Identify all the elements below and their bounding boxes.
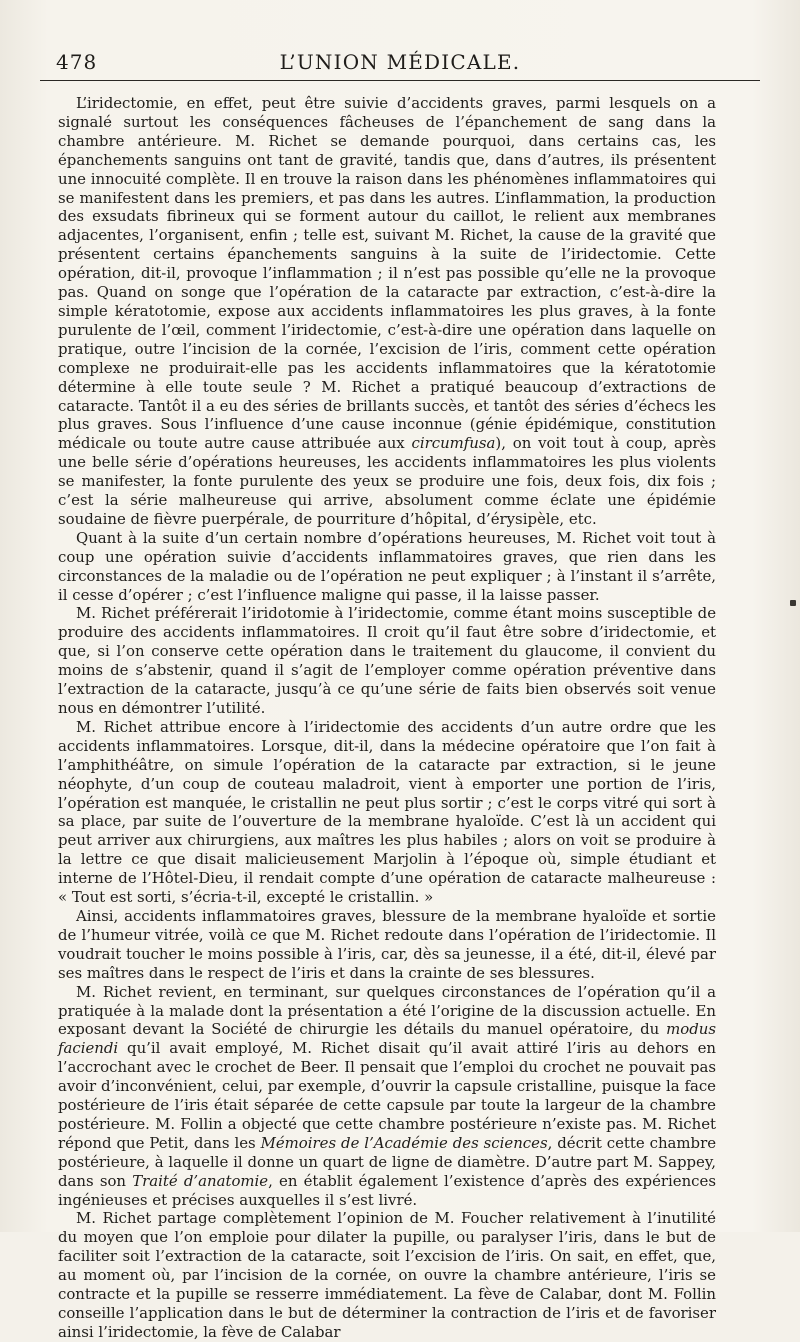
text-run: Ainsi, accidents inflammatoires graves, blessure de la membrane hyaloïde et sortie de l’humeur vitrée, voilà ce que M. Richet redoute dans l’opération de l’iridectomie. Il voudrait toucher le moins possible à l’iris, car, dès sa jeunesse, il a été, dit-il, élevé par ses maîtres dans le respect de l’iris et dans la crainte de ses blessures. [58,906,716,982]
paragraph [58,718,716,907]
paragraph [58,604,716,717]
text-run: ), on voit tout à coup, après une belle série d’opérations heureuses, les accidents inflammatoires les plus violents se manifester, la fonte purulente des yeux se produire une fois, deux fois, dix fois ; c’est la série malheureuse qui arrive, absolument comme éclate une épidémie soudaine de fièvre puerpérale, de pourriture d’hôpital, d’érysipèle, etc. [58,434,716,528]
text-run: , décrit cette chambre postérieure, à laquelle il donne un quart de ligne de diamètre. D’autre part M. Sappey, dans son [58,1133,717,1190]
italic-text: Mémoires de l’Académie des sciences [260,1133,548,1152]
page-number: 478 [56,50,98,74]
running-header [40,40,760,81]
paragraph [58,94,716,529]
text-run: M. Richet partage complètement l’opinion de M. Foucher relativement à l’inutilité du moyen que l’on emploie pour dilater la pupille, ou paralyser l’iris, dans le but de faciliter soit l’extraction de la cataracte, soit l’excision de l’iris. On sait, en effet, que, au moment où, par l’incision de la cornée, on ouvre la chambre antérieure, l’iris se contracte et la pupille se resserre immédiatement. La fève de Calabar, dont M. Follin conseille l’application dans le but de déterminer la contraction de l’iris et de favoriser ainsi l’iridectomie, la fève de Calabar [58,1209,716,1341]
page-edge-mark [790,600,796,606]
paragraph [58,1209,716,1341]
italic-text: modus faciendi [58,1020,716,1058]
italic-text: Traité d’anatomie [132,1171,269,1190]
journal-title: L’UNION MÉDICALE. [279,50,521,74]
text-run: M. Richet attribue encore à l’iridectomie des accidents d’un autre ordre que les accidents inflammatoires. Lorsque, dit-il, dans la médecine opératoire que l’on fait à l’amphithéâtre, on simule l’opération de la cataracte par extraction, si le jeune néophyte, d’un coup de couteau maladroit, vient à emporter une portion de l’iris, l’opération est manquée, le cristallin ne peut plus sortir ; c’est le corps vitré qui sort à sa place, par suite de l’ouverture de la membrane hyaloïde. C’est là un accident qui peut arriver aux chirurgiens, aux maîtres les plus habiles ; alors on voit se produire à la lettre ce que disait malicieusement Marjolin à l’époque où, simple étudiant et interne de l’Hôtel-Dieu, il rendait compte d’une opération de cataracte malheureuse : « Tout est sorti, s’écria-t-il, excepté le cristallin. » [58,717,716,907]
paragraph [58,983,716,1210]
text-run: M. Richet préférerait l’iridotomie à l’iridectomie, comme étant moins susceptible de produire des accidents inflammatoires. Il croit qu’il faut être sobre d’iridectomie, et que, si l’on conserve cette opération dans le traitement du glaucome, il convient du moins de s’abstenir, quand il s’agit de l’employer comme opération préventive dans l’extraction de la cataracte, jusqu’à ce qu’une série de faits bien observés soit venue nous en démontrer l’utilité. [58,604,716,717]
paragraph [58,907,716,983]
paragraph [58,529,716,605]
text-run: qu’il avait employé, M. Richet disait qu’il avait attiré l’iris au dehors en l’accrochant avec le crochet de Beer. Il pensait que l’emploi du crochet ne pouvait pas avoir d’inconvénient, celui, par exemple, d’ouvrir la capsule cristalline, puisque la face postérieure de l’iris était séparée de cette capsule par toute la largeur de la chambre postérieure. M. Follin a objecté que cette chambre postérieure n’existe pas. M. Richet répond que Petit, dans les [58,1039,716,1152]
article-body [58,94,716,1342]
text-run: M. Richet revient, en terminant, sur quelques circonstances de l’opération qu’il a pratiquée à la malade dont la présentation a été l’origine de la discussion actuelle. En exposant devant la Société de chirurgie les détails du manuel opératoire, du [58,982,716,1039]
text-run: Quant à la suite d’un certain nombre d’opérations heureuses, M. Richet voit tout à coup une opération suivie d’accidents inflammatoires graves, que rien dans les circonstances de la maladie ou de l’opération ne peut expliquer ; à l’instant il s’arrête, il cesse d’opérer ; c’est l’influence maligne qui passe, il la laisse passer. [58,528,716,604]
text-run: L’iridectomie, en effet, peut être suivie d’accidents graves, parmi lesquels on a signalé surtout les conséquences fâcheuses de l’épanchement de sang dans la chambre antérieure. M. Richet se demande pourquoi, dans certains cas, les épanchements sanguins ont tant de gravité, tandis que, dans d’autres, ils présentent une innocuité complète. Il en trouve la raison dans les phénomènes inflammatoires qui se manifestent dans les premiers, et pas dans les autres. L’inflammation, la production des exsudats fibrineux qui se forment autour du caillot, le relient aux membranes adjacentes, l’organisent, enfin ; telle est, suivant M. Richet, la cause de la gravité que présentent certains épanchements sanguins à la suite de l’iridectomie. Cette opération, dit-il, provoque l’inflammation ; il n’est pas possible qu’elle ne la provoque pas. Quand on songe que l’opération de la cataracte par extraction, c’est-à-dire la simple kératotomie, expose aux accidents inflammatoires les plus graves, à la fonte purulente de l’œil, comment l’iridectomie, c’est-à-dire une opération dans laquelle on pratique, outre l’incision de la cornée, l’excision de l’iris, comment cette opération complexe ne produirait-elle pas les accidents inflammatoires que la kératotomie détermine à elle toute seule ? M. Richet a pratiqué beaucoup d’extractions de cataracte. Tantôt il a eu des séries de brillants succès, et tantôt des séries d’échecs les plus graves. Sous l’influence d’une cause inconnue (génie épidémique, constitution médicale ou toute autre cause attribuée aux [58,94,716,453]
italic-text: circumfusa [411,434,496,453]
text-run: , en établit également l’existence d’après des expériences ingénieuses et précises auxquelles il s’est livré. [58,1171,716,1209]
